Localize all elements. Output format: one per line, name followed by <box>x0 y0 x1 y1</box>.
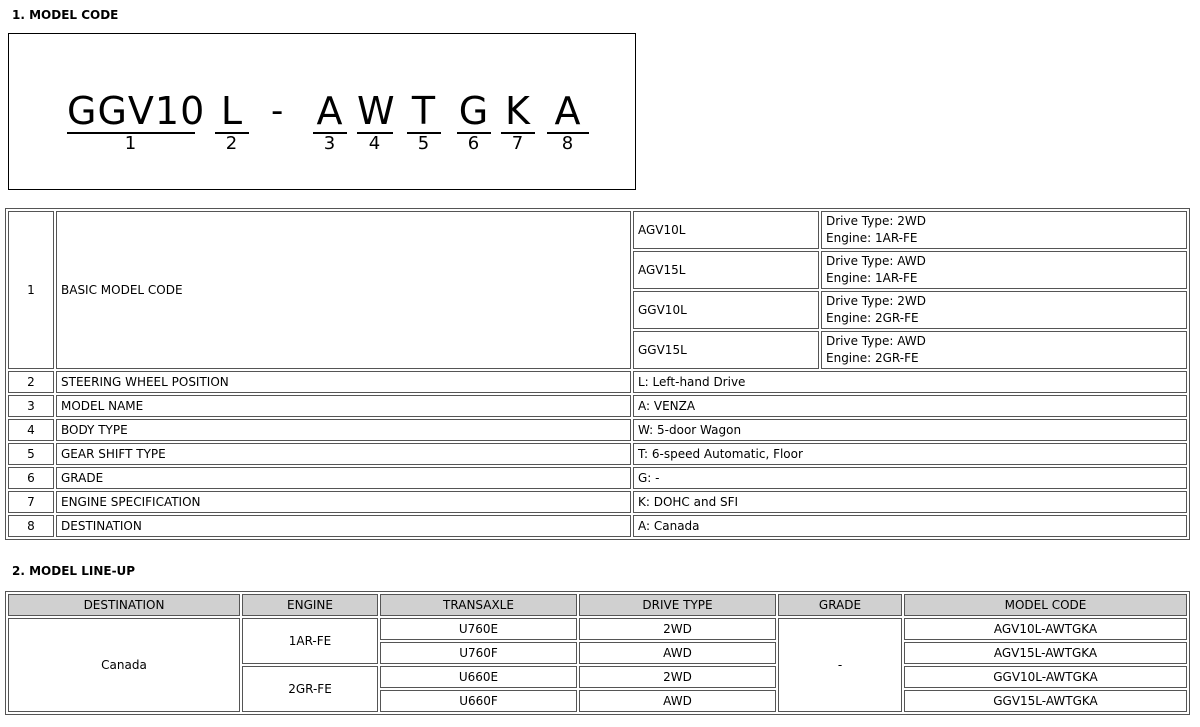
drive-type-cell: AWD <box>579 642 776 664</box>
basic-code-detail <box>821 331 1187 369</box>
model-code-cell: AGV10L-AWTGKA <box>904 618 1187 640</box>
drive-type-text: Drive Type: 2WD <box>826 294 926 308</box>
row-value: L: Left-hand Drive <box>633 371 1187 393</box>
code-segment-number: 8 <box>561 133 575 154</box>
table-row <box>8 515 1187 537</box>
transaxle-cell: U660E <box>380 666 577 688</box>
table-row <box>8 443 1187 465</box>
code-segment-text: W <box>357 89 396 133</box>
code-segment-4 <box>357 89 396 154</box>
row-label: BASIC MODEL CODE <box>56 211 631 369</box>
basic-code-cell: GGV10L <box>633 291 819 329</box>
code-segment-5 <box>407 89 441 154</box>
model-code-heading: 1. MODEL CODE <box>12 8 119 22</box>
table-row <box>8 491 1187 513</box>
lineup-heading: 2. MODEL LINE-UP <box>12 564 136 578</box>
code-segment-text: A <box>554 89 582 133</box>
table-row <box>8 618 1187 640</box>
row-label: MODEL NAME <box>56 395 631 417</box>
model-code-cell: GGV15L-AWTGKA <box>904 690 1187 712</box>
code-segment-text: T <box>411 89 437 133</box>
code-separator: - <box>271 91 284 131</box>
code-segment-number: 6 <box>467 133 481 154</box>
basic-code-detail <box>821 251 1187 289</box>
code-segment-number: 3 <box>323 133 337 154</box>
model-lineup-table <box>5 591 1190 715</box>
column-header-grade: GRADE <box>778 594 902 616</box>
engine-cell: 2GR-FE <box>242 666 378 712</box>
transaxle-cell: U760E <box>380 618 577 640</box>
table-header-row <box>8 594 1187 616</box>
model-code-table <box>5 208 1190 540</box>
row-label: DESTINATION <box>56 515 631 537</box>
code-segment-3 <box>313 89 347 154</box>
transaxle-cell: U660F <box>380 690 577 712</box>
code-segment-8 <box>547 89 589 154</box>
model-code-cell: AGV15L-AWTGKA <box>904 642 1187 664</box>
drive-type-cell: 2WD <box>579 666 776 688</box>
code-segment-text: K <box>505 89 531 133</box>
row-number: 7 <box>8 491 54 513</box>
table-row <box>8 211 1187 249</box>
table-row <box>8 467 1187 489</box>
basic-code-cell: AGV15L <box>633 251 819 289</box>
column-header-destination: DESTINATION <box>8 594 240 616</box>
column-header-transaxle: TRANSAXLE <box>380 594 577 616</box>
code-segment-text: A <box>316 89 344 133</box>
row-number: 6 <box>8 467 54 489</box>
destination-cell: Canada <box>8 618 240 712</box>
row-number: 8 <box>8 515 54 537</box>
grade-cell: - <box>778 618 902 712</box>
engine-text: Engine: 1AR-FE <box>826 231 918 245</box>
model-code-cell: GGV10L-AWTGKA <box>904 666 1187 688</box>
row-label: STEERING WHEEL POSITION <box>56 371 631 393</box>
code-segment-number: 7 <box>511 133 525 154</box>
table-row <box>8 371 1187 393</box>
drive-type-cell: 2WD <box>579 618 776 640</box>
row-label: ENGINE SPECIFICATION <box>56 491 631 513</box>
code-segment-2 <box>215 89 249 154</box>
code-segment-number: 5 <box>417 133 431 154</box>
engine-text: Engine: 2GR-FE <box>826 311 919 325</box>
engine-text: Engine: 2GR-FE <box>826 351 919 365</box>
row-value: A: VENZA <box>633 395 1187 417</box>
engine-cell: 1AR-FE <box>242 618 378 664</box>
code-segment-7 <box>501 89 535 154</box>
code-segment-text: GGV10 <box>67 89 206 133</box>
table-row <box>8 419 1187 441</box>
drive-type-text: Drive Type: 2WD <box>826 214 926 228</box>
row-number: 4 <box>8 419 54 441</box>
basic-code-cell: GGV15L <box>633 331 819 369</box>
code-segment-1 <box>67 89 206 154</box>
row-number: 5 <box>8 443 54 465</box>
column-header-engine: ENGINE <box>242 594 378 616</box>
basic-code-detail <box>821 291 1187 329</box>
engine-text: Engine: 1AR-FE <box>826 271 918 285</box>
table-row <box>8 395 1187 417</box>
row-label: GRADE <box>56 467 631 489</box>
row-number: 1 <box>8 211 54 369</box>
code-segment-text: G <box>458 89 490 133</box>
row-value: T: 6-speed Automatic, Floor <box>633 443 1187 465</box>
code-segment-number: 4 <box>368 133 382 154</box>
code-segment-number: 2 <box>225 133 239 154</box>
row-number: 3 <box>8 395 54 417</box>
row-value: A: Canada <box>633 515 1187 537</box>
row-value: G: - <box>633 467 1187 489</box>
row-label: GEAR SHIFT TYPE <box>56 443 631 465</box>
model-code-diagram <box>8 33 636 190</box>
code-segment-number: 1 <box>124 133 138 154</box>
code-segment-6 <box>457 89 491 154</box>
basic-code-detail <box>821 211 1187 249</box>
code-segment-text: L <box>220 89 244 133</box>
transaxle-cell: U760F <box>380 642 577 664</box>
basic-code-cell: AGV10L <box>633 211 819 249</box>
column-header-model-code: MODEL CODE <box>904 594 1187 616</box>
row-value: W: 5-door Wagon <box>633 419 1187 441</box>
drive-type-cell: AWD <box>579 690 776 712</box>
drive-type-text: Drive Type: AWD <box>826 334 926 348</box>
column-header-drive-type: DRIVE TYPE <box>579 594 776 616</box>
drive-type-text: Drive Type: AWD <box>826 254 926 268</box>
row-value: K: DOHC and SFI <box>633 491 1187 513</box>
row-number: 2 <box>8 371 54 393</box>
row-label: BODY TYPE <box>56 419 631 441</box>
